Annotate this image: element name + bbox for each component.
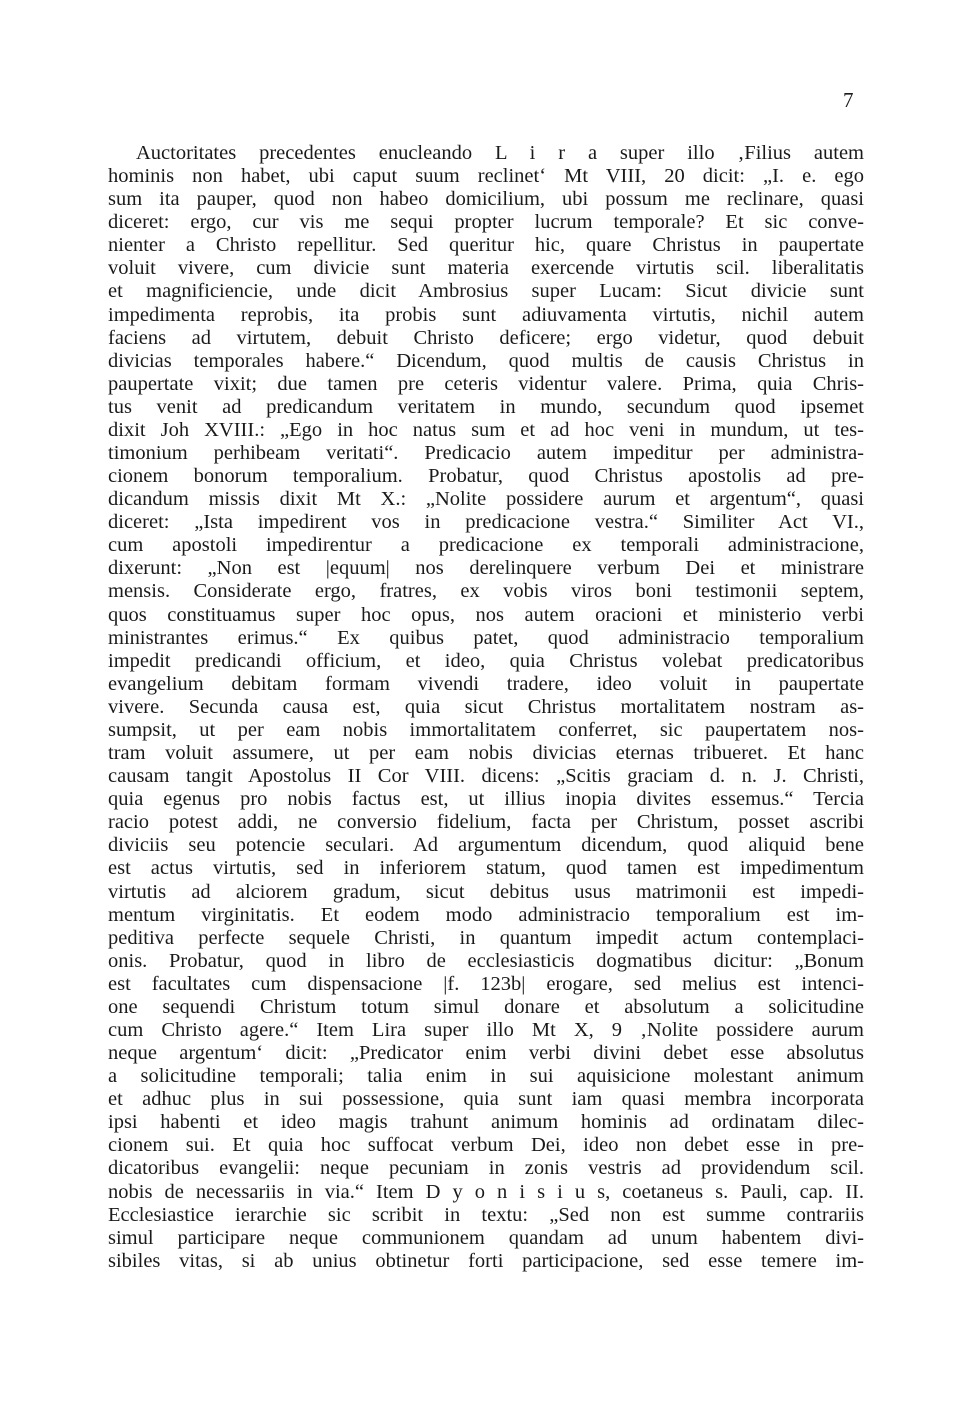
page-number: 7: [843, 88, 854, 112]
text-line: impedimenta reprobis, ita probis sunt adiuvamenta virtutis, nichil autem: [108, 303, 864, 326]
text-line: dixit Joh XVIII.: „Ego in hoc natus sum et ad hoc veni in mundum, ut tes-: [108, 418, 864, 441]
text-line: quos constituamus super hoc opus, nos autem oracioni et ministerio verbi: [108, 603, 864, 626]
text-line: est facultates cum dispensacione |f. 123b| erogare, sed melius est intenci-: [108, 972, 864, 995]
body-text: [108, 142, 864, 1273]
text-line: est actus virtutis, sed in inferiorem statum, quod tamen est impedimentum: [108, 857, 864, 880]
text-line: dixerunt: „Non est |equum| nos derelinquere verbum Dei et ministrare: [108, 557, 864, 580]
text-line: et magnificiencie, unde dicit Ambrosius super Lucam: Sicut divicie sunt: [108, 280, 864, 303]
text-line: quia egenus pro nobis factus est, ut illius inopia divites essemus.“ Tercia: [108, 788, 864, 811]
text-line: vivere. Secunda causa est, quia sicut Christus mortalitatem nostram as-: [108, 695, 864, 718]
text-line: onis. Probatur, quod in libro de ecclesiasticis dogmatibus dicitur: „Bonum: [108, 949, 864, 972]
text-line: sumpsit, ut per eam nobis immortalitatem conferret, sic paupertatem nos-: [108, 718, 864, 741]
text-line: diviciis seu potencie seculari. Ad argumentum dicendum, quod aliquid bene: [108, 834, 864, 857]
text-line: cum apostoli impedirentur a predicacione ex temporali administracione,: [108, 534, 864, 557]
text-line: diceret: ergo, cur vis me sequi propter lucrum temporale? Et sic conve-: [108, 211, 864, 234]
text-line: nienter a Christo repellitur. Sed queritur hic, quare Christus in paupertate: [108, 234, 864, 257]
text-line: causam tangit Apostolus II Cor VIII. dicens: „Scitis graciam d. n. J. Christi,: [108, 765, 864, 788]
text-line: impedit predicandi officium, et ideo, quia Christus volebat predicatoribus: [108, 649, 864, 672]
text-line: mensis. Considerate ergo, fratres, ex vobis viros boni testimonii septem,: [108, 580, 864, 603]
text-line: a solicitudine temporali; talia enim in sui aquisicione molestant animum: [108, 1065, 864, 1088]
text-line: evangelium debitam formam vivendi tradere, ideo voluit in paupertate: [108, 672, 864, 695]
text-line: sum ita pauper, quod non habeo domicilium, ubi possum me reclinare, quasi: [108, 188, 864, 211]
text-line: racio potest addi, ne conversio fidelium, facta per Christum, posset ascribi: [108, 811, 864, 834]
text-line: virtutis ad alciorem gradum, sicut debitus usus matrimonii est impedi-: [108, 880, 864, 903]
text-line: neque argentum‘ dicit: „Predicator enim verbi divini debet esse absolutus: [108, 1042, 864, 1065]
text-line: faciens ad virtutem, debuit Christo deficere; ergo videtur, quod debuit: [108, 326, 864, 349]
text-line: simul participare neque communionem quandam ad unum habentem divi-: [108, 1226, 864, 1249]
text-line: cionem bonorum temporalium. Probatur, quod Christus apostolis ad pre-: [108, 465, 864, 488]
text-line: nobis de necessariis in via.“ Item D y o n i s i u s, coetaneus s. Pauli, cap. II.: [108, 1180, 864, 1203]
text-line: one sequendi Christum totum simul donare et absolutum a solicitudine: [108, 995, 864, 1018]
text-line: peditiva perfecte sequele Christi, in quantum impedit actum contemplaci-: [108, 926, 864, 949]
text-line: diceret: „Ista impedirent vos in predicacione vestra.“ Similiter Act VI.,: [108, 511, 864, 534]
text-line: dicatoribus evangelii: neque pecuniam in zonis vestris ad providendum scil.: [108, 1157, 864, 1180]
text-line: Auctoritates precedentes enucleando L i r a super illo ‚Filius autem: [136, 142, 864, 164]
text-line: ministrantes erimus.“ Ex quibus patet, quod administracio temporalium: [108, 626, 864, 649]
text-line: mentum virginitatis. Et eodem modo administracio temporalium est im-: [108, 903, 864, 926]
text-line: cionem sui. Et quia hoc suffocat verbum Dei, ideo non debet esse in pre-: [108, 1134, 864, 1157]
text-line: sibiles vitas, si ab unius obtinetur forti participacione, sed esse temere im-: [108, 1249, 864, 1272]
text-line: Ecclesiastice ierarchie sic scribit in textu: „Sed non est summe contrariis: [108, 1203, 864, 1226]
text-line: tus venit ad predicandum veritatem in mundo, secundum quod ipsemet: [108, 395, 864, 418]
text-line: timonium perhibeam veritati“. Predicacio autem impeditur per administra-: [108, 442, 864, 465]
text-line: dicandum missis dixit Mt X.: „Nolite possidere aurum et argentum“, quasi: [108, 488, 864, 511]
text-line: hominis non habet, ubi caput suum reclinet‘ Mt VIII, 20 dicit: „I. e. ego: [108, 165, 864, 188]
text-line: ipsi habenti et ideo magis trahunt animum hominis ad ordinatam dilec-: [108, 1111, 864, 1134]
text-line: cum Christo agere.“ Item Lira super illo Mt X, 9 ‚Nolite possidere aurum: [108, 1018, 864, 1041]
text-line: paupertate vixit; due tamen pre ceteris videntur valere. Prima, quia Chris-: [108, 372, 864, 395]
text-line: tram voluit assumere, ut per eam nobis divicias eternas tribueret. Et hanc: [108, 742, 864, 765]
text-line: voluit vivere, cum divicie sunt materia exercende virtutis scil. liberalitatis: [108, 257, 864, 280]
text-line: divicias temporales habere.“ Dicendum, quod multis de causis Christus in: [108, 349, 864, 372]
text-line: et adhuc plus in sui possessione, quia sunt iam quasi membra incorporata: [108, 1088, 864, 1111]
